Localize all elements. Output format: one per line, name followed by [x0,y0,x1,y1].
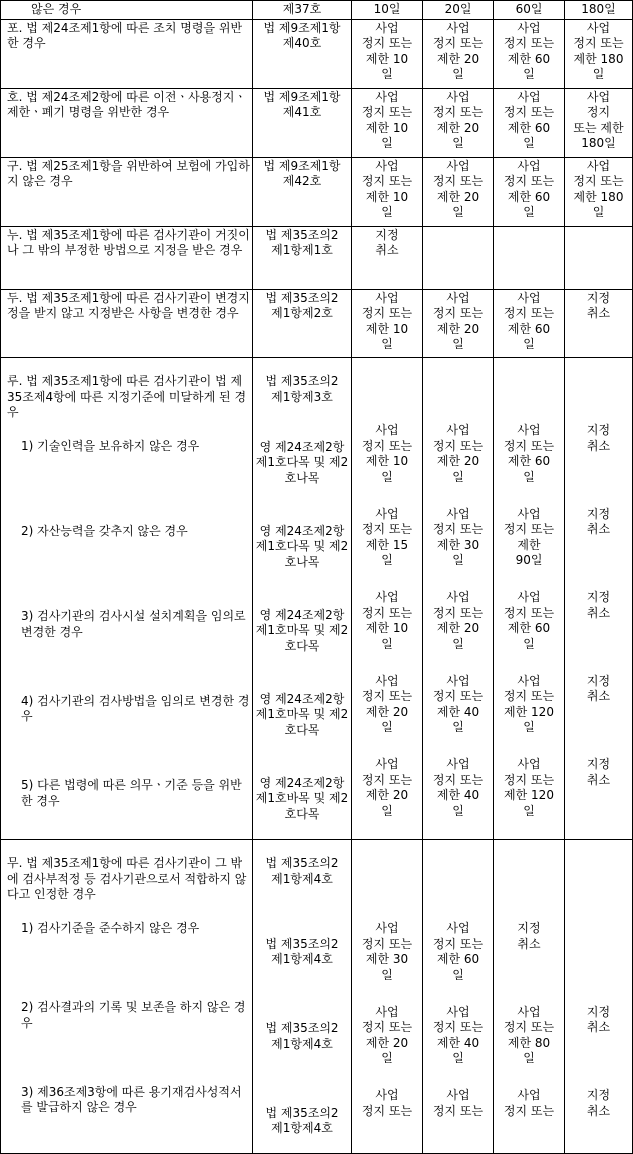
law-cell: 법 제9조제1항 제42호 [253,157,352,226]
sub-item: 1) 검사기준을 준수하지 않은 경우 [21,921,200,935]
sub-law: 법 제35조의2 제1항제4호 [265,1021,339,1051]
table-row [1,157,633,226]
sub-law: 영 제24조제2항제1호다목 및 제2호나목 [255,439,349,485]
penalty-cell: 지정 취소 [352,226,423,289]
sub-penalty: 지정 취소 [586,673,611,703]
sub-penalty: 사업 정지 또는 제한 10 일 [361,590,413,651]
sub-law: 영 제24조제2항제1호마목 및 제2호다목 [255,607,349,653]
penalty-cell: 사업 정지 또는 제한 20 일 [423,157,494,226]
sub-item: 3) 검사기관의 검사시설 설치계획을 임의로 변경한 경우 [21,609,246,639]
table-row [1,357,633,839]
sub-penalty: 사업 정지 또는 제한 30 일 [361,921,413,982]
sub-penalty: 사업 정지 또는 제한 120 일 [503,673,555,734]
violation-intro: 루. 법 제35조제1항에 따른 검사기관이 법 제35조제4항에 따른 지정기준에 미달하게 된 경우 [7,374,247,419]
sub-penalty: 사업 정지 또는 제한 40 일 [432,1004,484,1065]
penalty-cell: 사업 정지 또는 제한 60 일 [494,88,565,157]
violation-cell: 두. 법 제35조제1항에 따른 검사기관이 변경지정을 받지 않고 지정받은 사항을 변경한 경우 [1,289,253,357]
sub-penalty: 사업 정지 또는 제한 120 일 [503,757,555,818]
table-header-row [1,1,633,20]
violation-cell [1,839,253,1154]
sub-penalty: 사업 정지 또는 제한 30 일 [432,506,484,567]
penalty-cell: 사업 정지 또는 제한 20 일 [423,289,494,357]
sub-penalty: 사업 정지 또는 [503,1088,555,1118]
law-cell: 법 제35조의2 제1항제1호 [253,226,352,289]
sub-item: 4) 검사기관의 검사방법을 임의로 변경한 경우 [21,693,250,723]
law-cell [253,839,352,1154]
penalty-cell [423,226,494,289]
violation-intro: 무. 법 제35조제1항에 따른 검사기관이 그 밖에 검사부적정 등 검사기관으로서 적합하지 않다고 인정한 경우 [7,856,247,901]
sub-penalty: 사업 정지 또는 제한 90일 [503,506,555,567]
sub-penalty: 지정 취소 [517,921,541,951]
sub-law: 영 제24조제2항제1호바목 및 제2호다목 [255,775,349,821]
header-period-2: 20일 [423,1,494,20]
penalty-cell: 사업 정지 또는 제한 60 일 [494,19,565,88]
penalty-cell [423,839,494,1154]
penalty-cell [352,357,423,839]
sub-penalty: 지정 취소 [586,1088,611,1118]
header-violation: 않은 경우 [1,1,253,20]
violation-cell: 구. 법 제25조제1항을 위반하여 보험에 가입하지 않은 경우 [1,157,253,226]
sub-penalty: 사업 정지 또는 제한 20 일 [361,673,413,734]
law-intro: 법 제35조의2 제1항제4호 [265,856,339,886]
sub-penalty: 지정 취소 [586,423,611,453]
header-law: 제37호 [253,1,352,20]
penalty-cell: 사업 정지 또는 제한 60 일 [494,157,565,226]
penalty-cell: 사업 정지 또는 제한 10 일 [352,88,423,157]
law-intro: 법 제35조의2 제1항제3호 [265,374,339,404]
sub-penalty: 사업 정지 또는 제한 20 일 [361,1004,413,1065]
penalty-cell [494,357,565,839]
table-row [1,88,633,157]
penalty-cell: 사업 정지 또는 제한 180일 [565,88,633,157]
sub-item: 2) 검사결과의 기록 및 보존을 하지 않은 경우 [21,1000,246,1030]
sub-penalty: 지정 취소 [586,1004,611,1034]
penalty-cell: 사업 정지 또는 제한 180 일 [565,157,633,226]
sub-item: 2) 자산능력을 갖추지 않은 경우 [21,524,188,538]
sub-penalty: 사업 정지 또는 제한 20 일 [361,757,413,818]
violation-cell: 포. 법 제24조제1항에 따른 조치 명령을 위반한 경우 [1,19,253,88]
law-cell [253,357,352,839]
sub-penalty: 사업 정지 또는 제한 80 일 [503,1004,555,1065]
sub-penalty: 지정 취소 [586,590,611,620]
header-period-3: 60일 [494,1,565,20]
penalty-cell: 사업 정지 또는 제한 180 일 [565,19,633,88]
table-row [1,19,633,88]
sub-item: 5) 다른 법령에 따른 의무ㆍ기준 등을 위반한 경우 [21,778,242,808]
penalty-cell: 사업 정지 또는 제한 10 일 [352,289,423,357]
table-row [1,839,633,1154]
penalty-cell [565,226,633,289]
sub-penalty: 사업 정지 또는 제한 15 일 [361,506,413,567]
header-period-1: 10일 [352,1,423,20]
sub-penalty: 사업 정지 또는 제한 40 일 [432,673,484,734]
law-cell: 법 제9조제1항 제41호 [253,88,352,157]
penalty-cell: 사업 정지 또는 제한 20 일 [423,19,494,88]
header-period-4: 180일 [565,1,633,20]
sub-penalty: 지정 취소 [586,757,611,787]
sub-law: 법 제35조의2 제1항제4호 [265,1105,339,1135]
sub-penalty: 지정 취소 [586,506,611,536]
penalty-cell: 사업 정지 또는 제한 10 일 [352,157,423,226]
penalty-cell [565,357,633,839]
violation-cell [1,357,253,839]
penalty-cell: 사업 정지 또는 제한 10 일 [352,19,423,88]
sub-penalty: 사업 정지 또는 제한 60 일 [432,921,484,982]
sub-penalty: 사업 정지 또는 제한 20 일 [432,423,484,484]
sub-law: 법 제35조의2 제1항제4호 [265,936,339,966]
sub-penalty: 사업 정지 또는 제한 10 일 [361,423,413,484]
penalty-cell [494,226,565,289]
law-cell: 법 제9조제1항 제40호 [253,19,352,88]
sub-item: 1) 기술인력을 보유하지 않은 경우 [21,439,200,453]
table-row [1,289,633,357]
sub-penalty: 사업 정지 또는 제한 20 일 [432,590,484,651]
penalty-cell [423,357,494,839]
penalty-cell [494,839,565,1154]
penalty-cell: 사업 정지 또는 제한 60 일 [494,289,565,357]
penalty-cell: 사업 정지 또는 제한 20 일 [423,88,494,157]
violation-cell: 호. 법 제24조제2항에 따른 이전ㆍ사용정지ㆍ제한ㆍ폐기 명령을 위반한 경우 [1,88,253,157]
sub-penalty: 사업 정지 또는 제한 40 일 [432,757,484,818]
sub-law: 영 제24조제2항제1호다목 및 제2호나목 [255,523,349,569]
sub-penalty: 사업 정지 또는 제한 60 일 [503,590,555,651]
law-cell: 법 제35조의2 제1항제2호 [253,289,352,357]
sub-item: 3) 제36조제3항에 따른 용기재검사성적서를 발급하지 않은 경우 [21,1084,242,1114]
penalty-cell: 지정 취소 [565,289,633,357]
penalty-cell [565,839,633,1154]
sub-law: 영 제24조제2항제1호마목 및 제2호다목 [255,691,349,737]
sub-penalty: 사업 정지 또는 [432,1088,484,1118]
penalty-cell [352,839,423,1154]
violation-cell: 누. 법 제35조제1항에 따른 검사기관이 거짓이나 그 밖의 부정한 방법으로 지정을 받은 경우 [1,226,253,289]
sub-penalty: 사업 정지 또는 [361,1088,413,1118]
sub-penalty: 사업 정지 또는 제한 60 일 [503,423,555,484]
table-row [1,226,633,289]
